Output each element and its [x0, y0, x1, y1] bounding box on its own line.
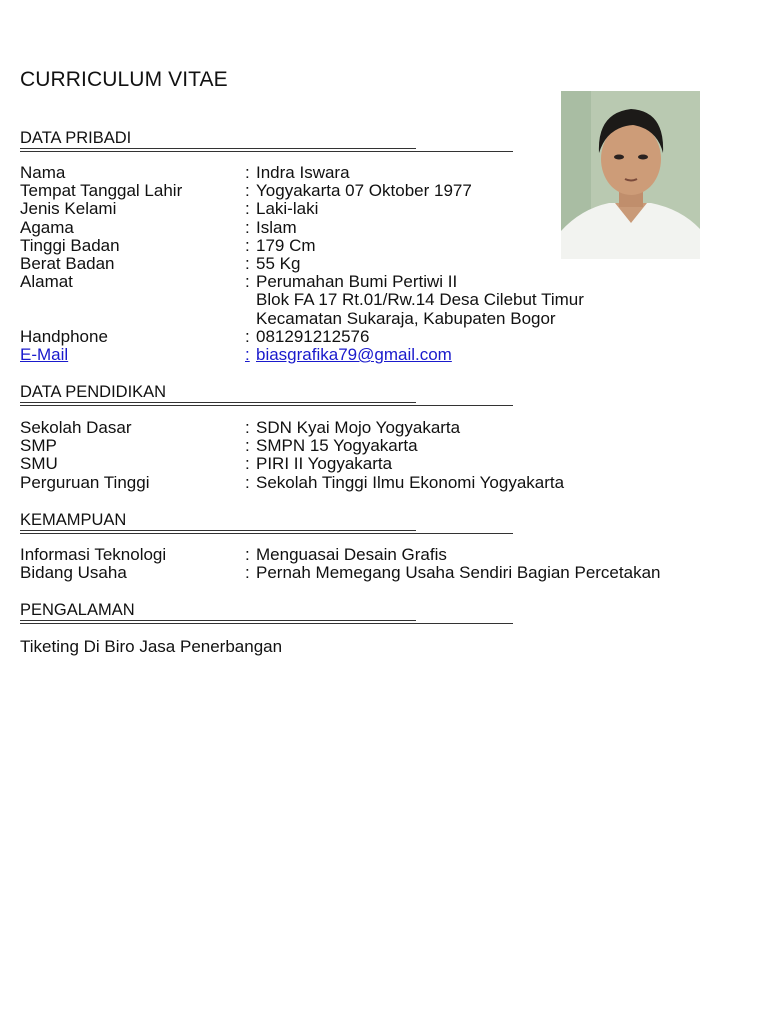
field-colon: : [245, 418, 250, 437]
field-label[interactable]: E-Mail [20, 344, 69, 364]
field-label: Jenis Kelami [20, 199, 117, 219]
section-divider [20, 148, 515, 158]
row-jenis-kelamin [20, 200, 750, 218]
field-label: Alamat [20, 272, 73, 292]
field-label: Sekolah Dasar [20, 418, 132, 437]
field-label: Tinggi Badan [20, 235, 120, 255]
row-informasi-teknologi [20, 546, 750, 564]
field-colon: : [245, 472, 250, 492]
field-value: Yogyakarta 07 Oktober 1977 [256, 181, 472, 201]
email-value[interactable]: biasgrafika79@gmail.com [256, 344, 452, 364]
field-label: Agama [20, 217, 74, 237]
field-colon: : [245, 199, 250, 219]
row-tempat-tanggal-lahir [20, 182, 750, 200]
field-colon: : [245, 253, 250, 273]
section-kemampuan [20, 510, 515, 540]
field-label: Perguruan Tinggi [20, 472, 150, 492]
section-pengalaman [20, 600, 515, 630]
row-nama [20, 164, 750, 182]
field-label: Tempat Tanggal Lahir [20, 181, 183, 201]
field-colon: : [245, 454, 250, 474]
field-value: 179 Cm [256, 235, 316, 255]
field-colon: : [245, 545, 250, 564]
field-value: Kecamatan Sukaraja, Kabupaten Bogor [256, 308, 556, 328]
field-label: SMU [20, 454, 58, 474]
cv-title: CURRICULUM VITAE [20, 68, 228, 91]
field-value: 55 Kg [256, 253, 301, 273]
field-colon: : [245, 436, 250, 456]
field-colon: : [245, 163, 250, 182]
section-divider [20, 402, 515, 412]
field-colon: : [245, 235, 250, 255]
row-handphone [20, 328, 750, 346]
pribadi-rows [20, 164, 750, 364]
section-pribadi [20, 128, 515, 158]
field-label: Berat Badan [20, 253, 115, 273]
field-colon[interactable]: : [245, 344, 250, 364]
field-label: Handphone [20, 326, 108, 346]
field-value: Blok FA 17 Rt.01/Rw.14 Desa Cilebut Timur [256, 290, 584, 310]
section-pendidikan [20, 382, 515, 412]
row-smu [20, 455, 750, 473]
section-title-pengalaman: PENGALAMAN [20, 601, 135, 619]
field-value: SMPN 15 Yogyakarta [256, 436, 418, 456]
row-berat-badan [20, 255, 750, 273]
field-value: Laki-laki [256, 199, 319, 219]
section-divider [20, 620, 515, 630]
field-colon: : [245, 326, 250, 346]
row-agama [20, 219, 750, 237]
section-divider [20, 530, 515, 540]
row-tinggi-badan [20, 237, 750, 255]
field-value: Pernah Memegang Usaha Sendiri Bagian Percetakan [256, 563, 661, 583]
field-label: Nama [20, 163, 66, 182]
pengalaman-text: Tiketing Di Biro Jasa Penerbangan [20, 637, 283, 656]
section-title-pribadi: DATA PRIBADI [20, 129, 132, 147]
pendidikan-rows [20, 419, 750, 492]
row-smp [20, 437, 750, 455]
row-alamat-line-2 [20, 291, 750, 309]
field-value: SDN Kyai Mojo Yogyakarta [256, 418, 461, 437]
section-title-kemampuan: KEMAMPUAN [20, 511, 127, 529]
section-title-pendidikan: DATA PENDIDIKAN [20, 383, 167, 401]
field-colon: : [245, 272, 250, 292]
row-bidang-usaha [20, 564, 750, 582]
field-value: Menguasai Desain Grafis [256, 545, 447, 564]
row-sekolah-dasar [20, 419, 750, 437]
field-label: Informasi Teknologi [20, 545, 167, 564]
row-perguruan-tinggi [20, 474, 750, 492]
kemampuan-rows [20, 546, 750, 582]
field-colon: : [245, 181, 250, 201]
field-value: PIRI II Yogyakarta [256, 454, 393, 474]
field-colon: : [245, 217, 250, 237]
field-value: Sekolah Tinggi Ilmu Ekonomi Yogyakarta [256, 472, 565, 492]
email-link[interactable] [20, 346, 750, 364]
field-value: Indra Iswara [256, 163, 350, 182]
field-colon: : [245, 563, 250, 583]
field-label: Bidang Usaha [20, 563, 127, 583]
row-alamat-line-3 [20, 310, 750, 328]
field-value: 081291212576 [256, 326, 370, 346]
row-alamat [20, 273, 750, 291]
field-label: SMP [20, 436, 57, 456]
field-value: Islam [256, 217, 297, 237]
field-value: Perumahan Bumi Pertiwi II [256, 272, 458, 292]
